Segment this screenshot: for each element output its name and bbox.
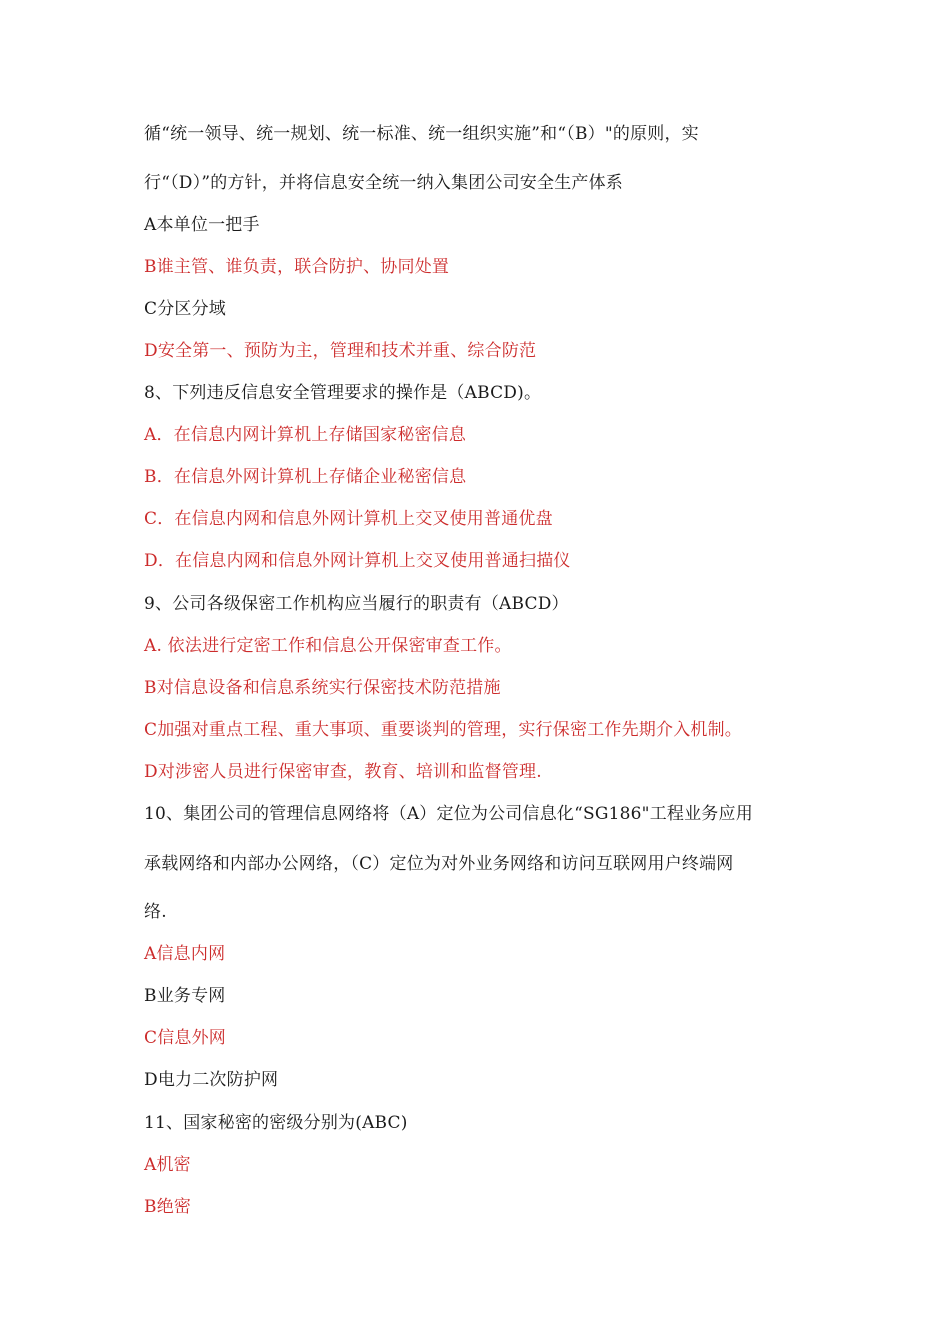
answer-line: A．在信息内网计算机上存储国家秘密信息	[144, 425, 467, 445]
question-line: 9、公司各级保密工作机构应当履行的职责有（ABCD）	[144, 594, 569, 614]
answer-line: D对涉密人员进行保密审查，教育、培训和监督管理.	[144, 762, 542, 782]
answer-line: A. 依法进行定密工作和信息公开保密审查工作。	[144, 636, 512, 656]
text-line: 循“统一领导、统一规划、统一标准、统一组织实施”和“（B）"的原则，实	[144, 124, 699, 144]
answer-line: B．在信息外网计算机上存储企业秘密信息	[144, 467, 467, 487]
option-line: D电力二次防护网	[144, 1070, 279, 1090]
answer-line: B绝密	[144, 1197, 192, 1217]
option-line: B业务专网	[144, 986, 226, 1006]
answer-line: A机密	[144, 1155, 191, 1175]
question-line: 承载网络和内部办公网络，（C）定位为对外业务网络和访问互联网用户终端网	[144, 854, 734, 874]
question-line: 8、下列违反信息安全管理要求的操作是（ABCD)。	[144, 383, 542, 403]
option-line: A本单位一把手	[144, 215, 260, 235]
option-line: C分区分域	[144, 299, 227, 319]
answer-line: D．在信息内网和信息外网计算机上交叉使用普通扫描仪	[144, 551, 571, 571]
answer-line: C．在信息内网和信息外网计算机上交叉使用普通优盘	[144, 509, 553, 529]
answer-line: B对信息设备和信息系统实行保密技术防范措施	[144, 678, 501, 698]
question-line: 10、集团公司的管理信息网络将（A）定位为公司信息化“SG186"工程业务应用	[144, 804, 753, 824]
answer-line: C信息外网	[144, 1028, 227, 1048]
question-line: 11、国家秘密的密级分别为(ABC)	[144, 1113, 408, 1133]
answer-line: D安全第一、预防为主，管理和技术并重、综合防范	[144, 341, 537, 361]
answer-line: C加强对重点工程、重大事项、重要谈判的管理，实行保密工作先期介入机制。	[144, 720, 743, 740]
answer-line: A信息内网	[144, 944, 226, 964]
question-line: 络.	[144, 902, 167, 922]
answer-line: B谁主管、谁负责，联合防护、协同处置	[144, 257, 450, 277]
text-line: 行“（D）”的方针，并将信息安全统一纳入集团公司安全生产体系	[144, 173, 624, 193]
